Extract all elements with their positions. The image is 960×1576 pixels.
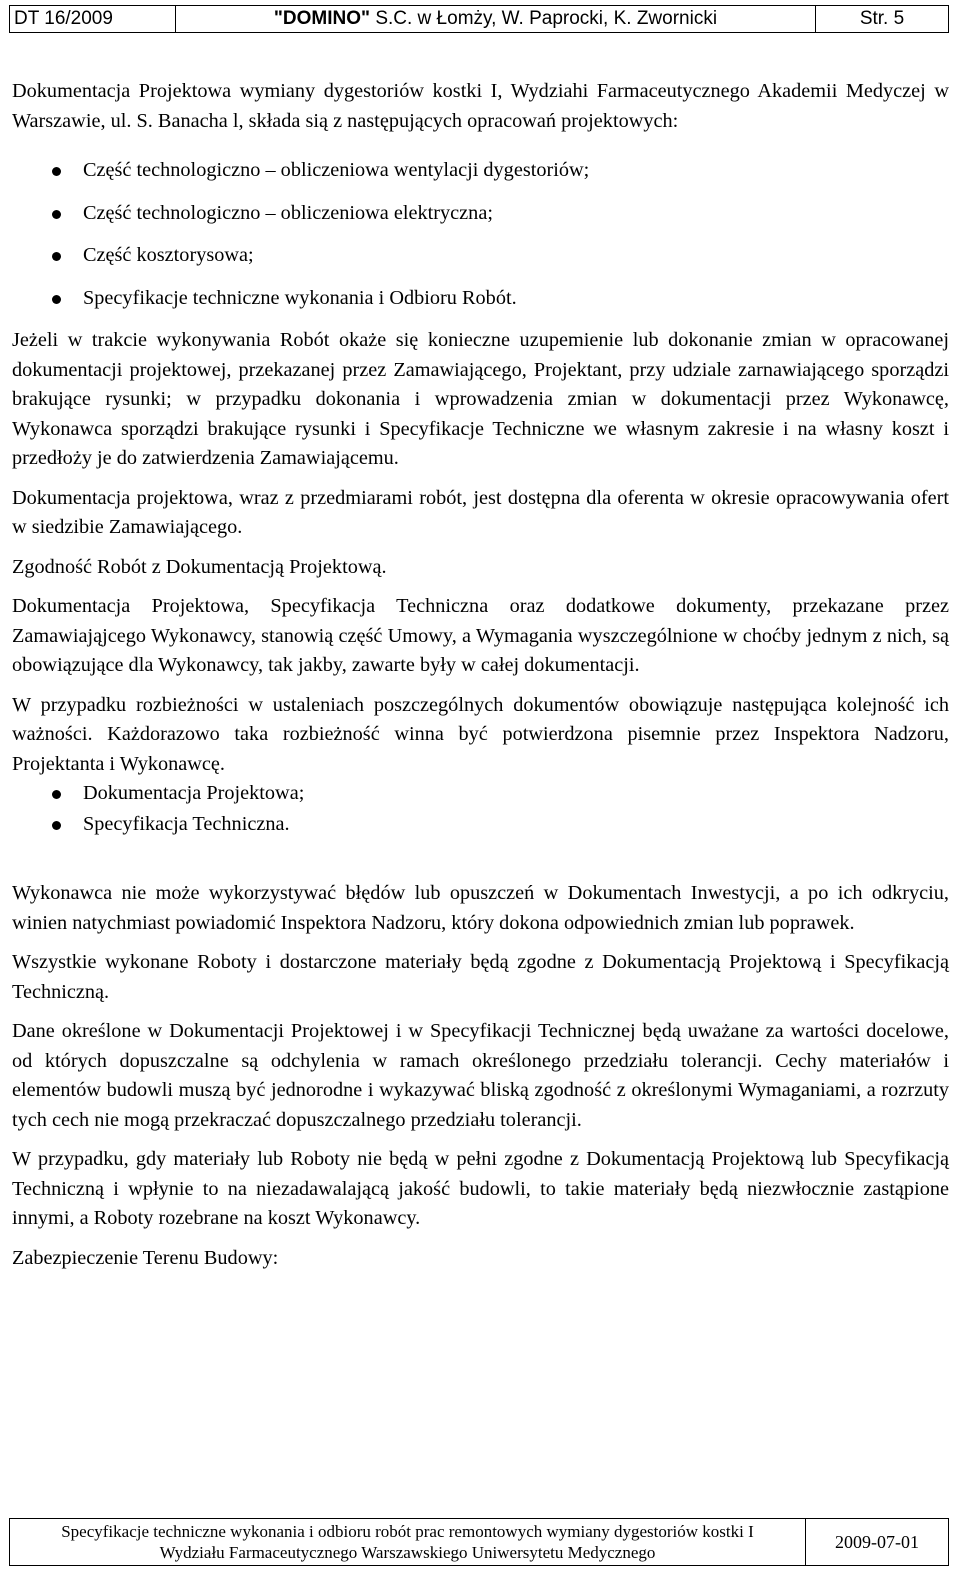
header-company-name: "DOMINO" [273,8,371,29]
paragraph-nonconformity: W przypadku, gdy materiały lub Roboty nie będą w pełni zgodne z Dokumentacją Projektową lub Specyfikacją Techniczną i wpłynie to na niezadawalającą jakość budowli, to takie materiały będą niezwłocznie zastąpione innymi, a Roboty rozebrane na koszt Wykonawcy. [12,1148,949,1229]
header-company [176,6,816,32]
documentation-parts-list [12,156,949,313]
list-item: Część technologiczno – obliczeniowa elektryczna; [12,199,949,229]
header-company-authors: S.C. w Łomży, W. Paprocki, K. Zwornicki [370,8,718,29]
list-item: Dokumentacja Projektowa; [12,779,949,809]
paragraph-conformity: Wszystkie wykonane Roboty i dostarczone materiały będą zgodne z Dokumentacją Projektową i Specyfikacją Techniczną. [12,951,949,1003]
document-body [12,77,949,1283]
footer-title-line2: Wydziału Farmaceutycznego Warszawskiego Uniwersytetu Medycznego [159,1543,656,1562]
footer-title-line1: Specyfikacje techniczne wykonania i odbioru robót prac remontowych wymiany dygestoriów kostki I [61,1522,754,1541]
paragraph-discrepancies: W przypadku rozbieżności w ustaleniach poszczególnych dokumentów obowiązuje następująca kolejność ich ważności. Każdorazowo taka rozbieżność winna być potwierdzona pisemnie przez Inspektora Nadzoru, Projektanta i Wykonawcę. [12,693,949,775]
page-footer [9,1518,949,1566]
header-page-number: Str. 5 [859,8,905,29]
list-item: Specyfikacje techniczne wykonania i Odbioru Robót. [12,284,949,314]
section-heading-site-protection: Zabezpieczenie Terenu Budowy: [12,1246,279,1269]
intro-paragraph: Dokumentacja Projektowa wymiany dygestoriów kostki I, Wydziahi Farmaceutycznego Akademii Medyczej w Warszawie, ul. S. Banacha l, składa sią z następujących opracowań projektowych: [12,80,949,132]
header-doc-number: DT 16/2009 [10,6,176,32]
paragraph-errors: Wykonawca nie może wykorzystywać błędów lub opuszczeń w Dokumentach Inwestycji, a po ich odkryciu, winien natychmiast powiadomić Inspektora Nadzoru, który dokona odpowiednich zmian lub poprawek. [12,882,949,934]
paragraph-contract-docs: Dokumentacja Projektowa, Specyfikacja Techniczna oraz dodatkowe dokumenty, przekazane przez Zamawiająjcego Wykonawcy, stanowią część Umowy, a Wymagania wyszczególnione w choćby jednym z nich, są obowiązujące dla Wykonawcy, tak jakby, zawarte były w całej dokumentacji. [12,595,949,676]
section-heading-compliance: Zgodność Robót z Dokumentacją Projektową. [12,555,387,578]
paragraph-availability: Dokumentacja projektowa, wraz z przedmiarami robót, jest dostępna dla oferenta w okresie opracowywania ofert w siedzibie Zamawiającego. [12,486,949,538]
paragraph-changes: Jeżeli w trakcie wykonywania Robót okaże się konieczne uzupemienie lub dokonanie zmian w opracowanej dokumentacji projektowej, przekazanej przez Zamawiającego, Projektant, przy udziale zarnawiającego sporządzi brakujące rysunki; w przypadku dokonania i wprowadzenia zmian w dokumentacji przez Wykonawcę, Wykonawca sporządzi brakujące rysunki i Specyfikacje Techniczne we własnym zakresie i na własny koszt i przedłoży je do zatwierdzenia Zamawiającemu. [12,329,949,469]
paragraph-tolerances: Dane określone w Dokumentacji Projektowej i w Specyfikacji Technicznej będą uważane za wartości docelowe, od których dopuszczalne są odchylenia w ramach określonego przedziału tolerancji. Cechy materiałów i elementów budowli muszą być jednorodne i wykazywać bliską zgodność z określonymi Wymaganiami, a rozrzuty tych cech nie mogą przekraczać dopuszczalnego przedziału tolerancji. [12,1020,949,1131]
page-header [9,5,949,33]
priority-list [12,779,949,839]
list-item: Specyfikacja Techniczna. [12,810,949,840]
footer-date: 2009-07-01 [835,1531,919,1552]
footer-title [10,1519,806,1565]
list-item: Część kosztorysowa; [12,241,949,271]
list-item: Część technologiczno – obliczeniowa wentylacji dygestoriów; [12,156,949,186]
